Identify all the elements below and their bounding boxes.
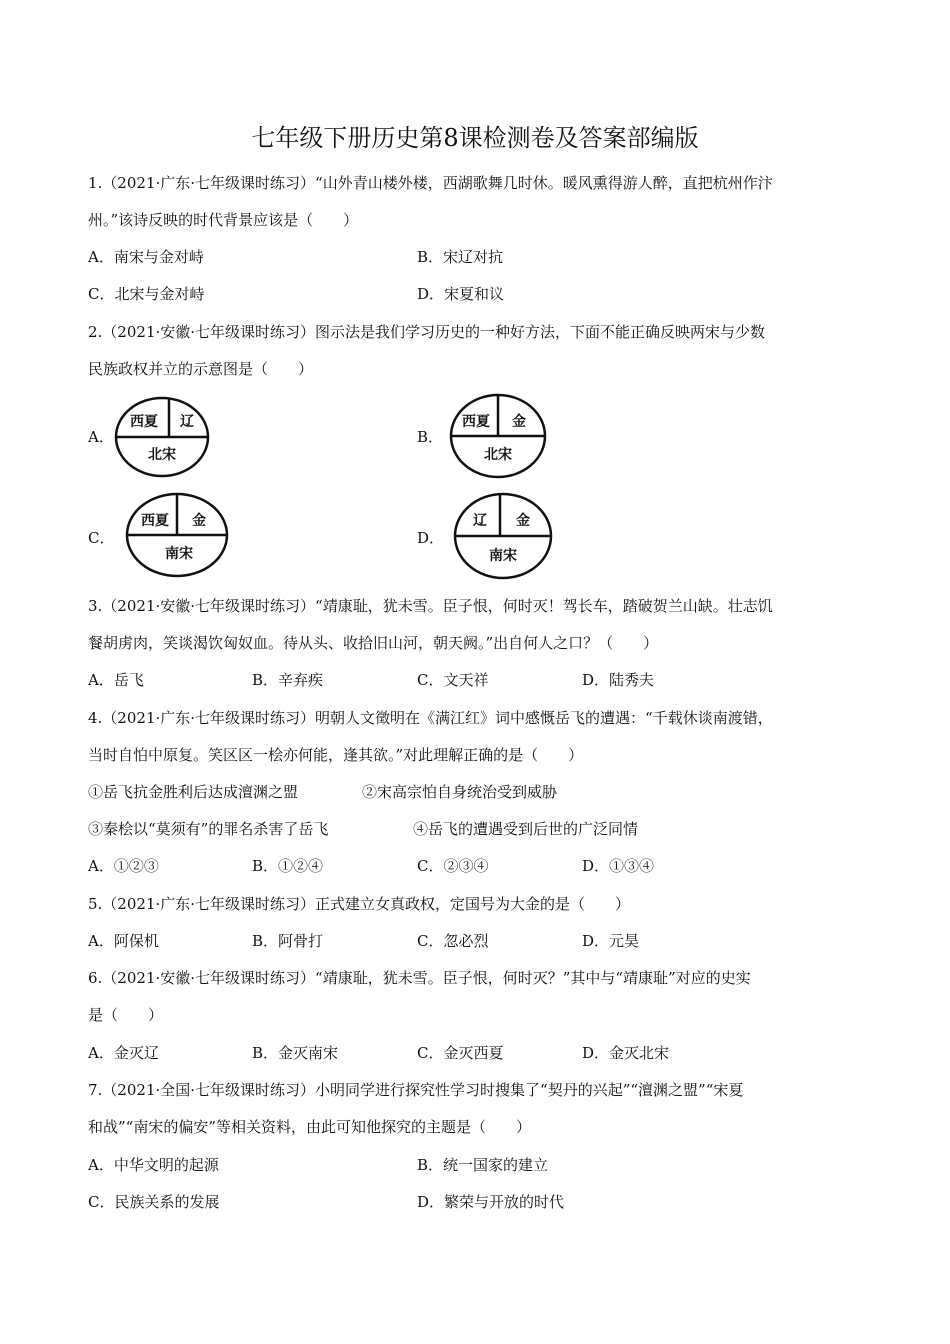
diagram-c-top-right-label: 金: [192, 513, 206, 529]
question-4-statement-3: ③秦桧以“莫须有”的罪名杀害了岳飞: [88, 820, 329, 838]
question-4-statement-2: ②宋高宗怕自身统治受到威胁: [362, 783, 558, 801]
question-2-option-d[interactable]: D．: [417, 529, 445, 547]
question-5-option-d[interactable]: D．元昊: [582, 932, 640, 950]
diagram-a-bottom-label: 北宋: [148, 447, 176, 463]
question-3-option-b[interactable]: B．辛弃疾: [252, 671, 324, 689]
question-4-stem-line-1: 4.（2021·广东·七年级课时练习）明朝人文徵明在《满江红》词中感慨岳飞的遭遇：“千载休谈南渡错，: [88, 709, 773, 727]
question-3-stem-line-1: 3.（2021·安徽·七年级课时练习）“靖康耻，犹未雪。臣子恨，何时灭！驾长车，踏破贺兰山缺。壮志饥: [88, 597, 773, 615]
question-6-stem-line-2: 是（ ）: [88, 1006, 164, 1024]
question-4-option-c[interactable]: C．②③④: [417, 857, 489, 875]
question-1-option-a[interactable]: A．南宋与金对峙: [88, 248, 204, 266]
question-2-stem-line-2: 民族政权并立的示意图是（ ）: [88, 360, 314, 378]
question-6-option-c[interactable]: C．金灭西夏: [417, 1044, 504, 1062]
question-7-stem-line-1: 7.（2021·全国·七年级课时练习）小明同学进行探究性学习时搜集了“契丹的兴起”“澶渊之盟”“宋夏: [88, 1081, 744, 1099]
question-3-option-d[interactable]: D．陆秀夫: [582, 671, 655, 689]
diagram-b-top-right-label: 金: [512, 414, 526, 430]
question-5-option-c[interactable]: C．忽必烈: [417, 932, 489, 950]
question-1-option-b[interactable]: B．宋辽对抗: [417, 248, 504, 266]
diagram-d-bottom-label: 南宋: [489, 548, 517, 564]
diagram-b-bottom-label: 北宋: [484, 447, 512, 463]
question-7-option-a[interactable]: A．中华文明的起源: [88, 1156, 219, 1174]
question-6-option-d[interactable]: D．金灭北宋: [582, 1044, 670, 1062]
diagram-c-top-left-label: 西夏: [141, 513, 169, 529]
diagram-d-top-right-label: 金: [516, 513, 530, 529]
diagram-b-top-left-label: 西夏: [462, 414, 490, 430]
question-5-option-b[interactable]: B．阿骨打: [252, 932, 324, 950]
question-7-option-c[interactable]: C．民族关系的发展: [88, 1193, 220, 1211]
diagram-b: [449, 393, 547, 479]
question-4-statement-4: ④岳飞的遭遇受到后世的广泛同情: [413, 820, 639, 838]
question-2-option-b[interactable]: B．: [417, 428, 444, 446]
question-6-option-a[interactable]: A．金灭辽: [88, 1044, 159, 1062]
diagram-d-top-left-label: 辽: [473, 513, 487, 529]
question-6-option-b[interactable]: B．金灭南宋: [252, 1044, 339, 1062]
diagram-a-top-right-label: 辽: [180, 414, 194, 430]
question-5-option-a[interactable]: A．阿保机: [88, 932, 159, 950]
question-1-option-c[interactable]: C．北宋与金对峙: [88, 285, 205, 303]
question-3-option-c[interactable]: C．文天祥: [417, 671, 489, 689]
question-3-option-a[interactable]: A．岳飞: [88, 671, 144, 689]
question-6-stem-line-1: 6.（2021·安徽·七年级课时练习）“靖康耻，犹未雪。臣子恨，何时灭？”其中与“靖康耻”对应的史实: [88, 969, 751, 987]
question-4-option-b[interactable]: B．①②④: [252, 857, 324, 875]
page-title: 七年级下册历史第8课检测卷及答案部编版: [251, 124, 699, 152]
diagram-c-bottom-label: 南宋: [165, 546, 193, 562]
diagram-a: [114, 396, 210, 478]
question-1-stem-line-2: 州。”该诗反映的时代背景应该是（ ）: [88, 211, 359, 229]
question-1-stem-line-1: 1.（2021·广东·七年级课时练习）“山外青山楼外楼，西湖歌舞几时休。暖风熏得游人醉，直把杭州作汴: [88, 174, 773, 192]
question-1-option-d[interactable]: D．宋夏和议: [417, 285, 505, 303]
question-4-option-d[interactable]: D．①③④: [582, 857, 655, 875]
question-4-statement-1: ①岳飞抗金胜利后达成澶渊之盟: [88, 783, 299, 801]
question-2-stem-line-1: 2.（2021·安徽·七年级课时练习）图示法是我们学习历史的一种好方法，下面不能正确反映两宋与少数: [88, 323, 766, 341]
question-7-option-d[interactable]: D．繁荣与开放的时代: [417, 1193, 565, 1211]
question-7-stem-line-2: 和战”“南宋的偏安”等相关资料，由此可知他探究的主题是（ ）: [88, 1118, 532, 1136]
question-5-stem-line-1: 5.（2021·广东·七年级课时练习）正式建立女真政权，定国号为大金的是（ ）: [88, 895, 631, 913]
diagram-d: [453, 492, 553, 580]
question-2-option-c[interactable]: C．: [88, 529, 115, 547]
question-4-stem-line-2: 当时自怕中原复。笑区区一桧亦何能，逢其欲。”对此理解正确的是（ ）: [88, 746, 584, 764]
question-3-stem-line-2: 餐胡虏肉，笑谈渴饮匈奴血。待从头、收拾旧山河，朝天阙。”出自何人之口？（ ）: [88, 634, 659, 652]
question-2-option-a[interactable]: A．: [88, 428, 114, 446]
diagram-a-top-left-label: 西夏: [130, 414, 158, 430]
question-7-option-b[interactable]: B．统一国家的建立: [417, 1156, 549, 1174]
question-4-option-a[interactable]: A．①②③: [88, 857, 159, 875]
diagram-c: [125, 492, 229, 578]
